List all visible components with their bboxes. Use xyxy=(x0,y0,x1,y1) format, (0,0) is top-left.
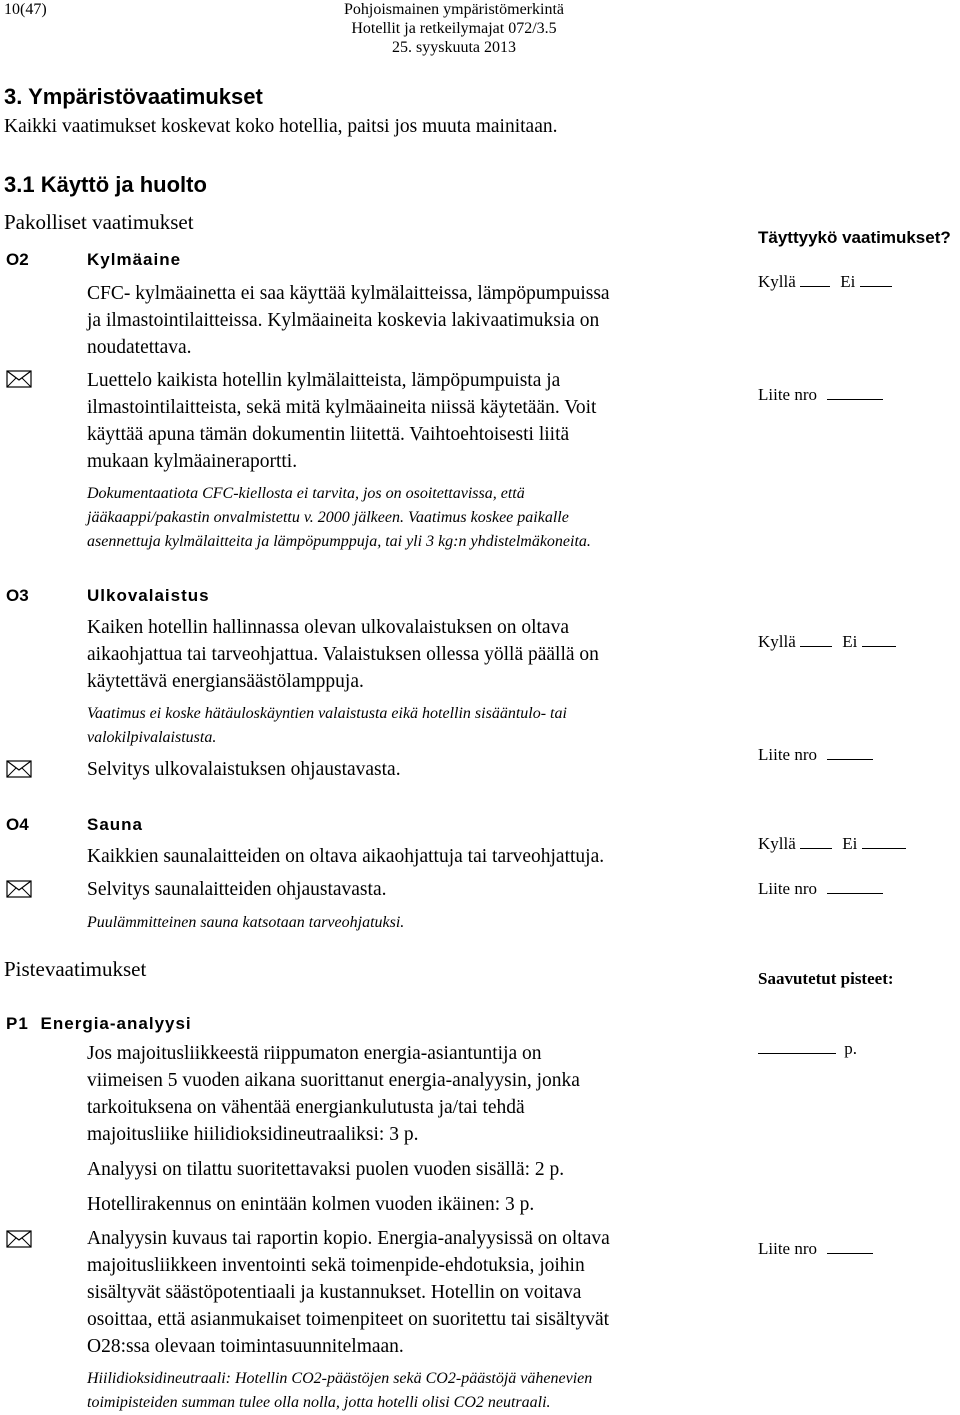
requirement-title: Kylmäaine xyxy=(87,250,182,269)
annex-label: Liite nro xyxy=(758,879,818,898)
yes-label: Kyllä xyxy=(758,272,796,291)
requirement-text: Kaikkien saunalaitteiden on oltava aikaohjattuja tai tarveohjattuja. xyxy=(87,846,605,867)
requirement-code: O4 xyxy=(6,815,29,834)
envelope-icon xyxy=(6,760,32,778)
requirement-note: Hiilidioksidineutraali: Hotellin CO2-päästöjen sekä CO2-päästöjä vähenevien toimipisteiden summan tulee olla nolla, jotta hotelli olisi CO2 neutraali. xyxy=(87,1370,593,1411)
requirement-note: Dokumentaatiota CFC-kiellosta ei tarvita, jos on osoitettavissa, että jääkaappi/pakastin onvalmistettu v. 2000 jälkeen. Vaatimus koskee paikalle asennettuja kylmälaitteita ja lämpöpumppuja, tai yli 3 kg:n yhdistelmäkoneita. xyxy=(87,485,591,550)
header-doc: Hotellit ja retkeilymajat 072/3.5 xyxy=(351,20,557,37)
no-blank[interactable] xyxy=(860,270,892,287)
subsection-title: 3.1 Käyttö ja huolto xyxy=(4,172,207,197)
points-unit: p. xyxy=(844,1039,857,1058)
page-number: 10(47) xyxy=(4,1,47,18)
requirement-note: Vaatimus ei koske hätäuloskäyntien valaistusta eikä hotellin sisääntulo- tai valokilpivalaistusta. xyxy=(87,705,567,746)
annex-label: Liite nro xyxy=(758,745,818,764)
no-blank[interactable] xyxy=(862,832,906,849)
requirements-met-heading: Täyttyykö vaatimukset? xyxy=(758,228,951,247)
no-label: Ei xyxy=(842,632,858,651)
requirement-text: CFC- kylmäainetta ei saa käyttää kylmälaitteissa, lämpöpumpuissa ja ilmastointilaitteissa. Kylmäaineita koskevia lakivaatimuksia on noudatettava. xyxy=(87,283,610,358)
annex-field xyxy=(758,1237,873,1259)
requirement-text: Jos majoitusliikkeestä riippumaton energia-asiantuntija on viimeisen 5 vuoden aikana suorittanut energia-analyysin, jonka tarkoituksena on vähentää energiankulutusta ja/tai tehdä majoitusliike hiilidioksidineutraaliksi: 3 p. xyxy=(87,1043,580,1145)
envelope-icon xyxy=(6,880,32,898)
no-blank[interactable] xyxy=(862,630,896,647)
annex-field xyxy=(758,743,873,765)
yes-no-field xyxy=(758,630,896,652)
achieved-points-heading: Saavutetut pisteet: xyxy=(758,969,894,988)
header-date: 25. syyskuuta 2013 xyxy=(392,39,516,56)
yes-label: Kyllä xyxy=(758,834,796,853)
requirement-code: O3 xyxy=(6,586,29,605)
yes-blank[interactable] xyxy=(800,832,832,849)
header-block xyxy=(336,0,572,57)
annex-blank[interactable] xyxy=(827,743,873,760)
header-org: Pohjoismainen ympäristömerkintä xyxy=(344,1,564,18)
documentation-text: Analyysin kuvaus tai raportin kopio. Energia-analyysissä on oltava majoitusliikkeen inventointi sekä toimenpide-ehdotuksia, joihin sisältyvät säästöpotentiaali ja kustannukset. Hotellin on voitava osoittaa, että asianmukaiset toimenpiteet on suoritettu tai sisältyvät O28:ssa olevaan toimintasuunnitelmaan. xyxy=(87,1228,610,1357)
annex-blank[interactable] xyxy=(827,1237,873,1254)
mandatory-heading: Pakolliset vaatimukset xyxy=(4,210,194,234)
annex-label: Liite nro xyxy=(758,385,818,404)
no-label: Ei xyxy=(842,834,858,853)
envelope-icon xyxy=(6,1230,32,1248)
yes-label: Kyllä xyxy=(758,632,796,651)
annex-field xyxy=(758,877,883,899)
requirement-title: Sauna xyxy=(87,815,144,834)
requirement-option: Analyysi on tilattu suoritettavaksi puolen vuoden sisällä: 2 p. xyxy=(87,1159,565,1180)
requirement-code: P1 xyxy=(6,1014,29,1033)
annex-label: Liite nro xyxy=(758,1239,818,1258)
documentation-text: Luettelo kaikista hotellin kylmälaitteista, lämpöpumpuista ja ilmastointilaitteista, sekä mitä kylmäaineita niissä käytetään. Voit käyttää apuna tämän dokumentin liitettä. Vaihtoehtoisesti liitä mukaan kylmäaineraportti. xyxy=(87,370,597,472)
points-heading: Pistevaatimukset xyxy=(4,957,147,981)
requirement-name: Energia-analyysi xyxy=(40,1014,192,1033)
requirement-note: Puulämmitteinen sauna katsotaan tarveohjatuksi. xyxy=(87,914,405,931)
requirement-option: Hotellirakennus on enintään kolmen vuoden ikäinen: 3 p. xyxy=(87,1194,535,1215)
no-label: Ei xyxy=(840,272,856,291)
yes-blank[interactable] xyxy=(800,630,832,647)
section-intro: Kaikki vaatimukset koskevat koko hotellia, paitsi jos muuta mainitaan. xyxy=(4,116,558,137)
annex-blank[interactable] xyxy=(827,877,883,894)
requirement-title: Ulkovalaistus xyxy=(87,586,210,605)
envelope-icon xyxy=(6,370,32,388)
annex-blank[interactable] xyxy=(827,383,883,400)
yes-no-field xyxy=(758,832,906,854)
requirement-code: O2 xyxy=(6,250,29,269)
points-blank[interactable] xyxy=(758,1037,836,1054)
annex-field xyxy=(758,383,883,405)
requirement-title xyxy=(6,1014,192,1034)
documentation-text: Selvitys ulkovalaistuksen ohjaustavasta. xyxy=(87,759,401,780)
documentation-text: Selvitys saunalaitteiden ohjaustavasta. xyxy=(87,879,387,900)
points-field xyxy=(758,1037,857,1059)
section-title: 3. Ympäristövaatimukset xyxy=(4,84,263,109)
yes-blank[interactable] xyxy=(800,270,830,287)
yes-no-field xyxy=(758,270,892,292)
requirement-text: Kaiken hotellin hallinnassa olevan ulkovalaistuksen on oltava aikaohjattua tai tarveohjattua. Valaistuksen ollessa yöllä päällä on käytettävä energiansäästölamppuja. xyxy=(87,617,599,692)
